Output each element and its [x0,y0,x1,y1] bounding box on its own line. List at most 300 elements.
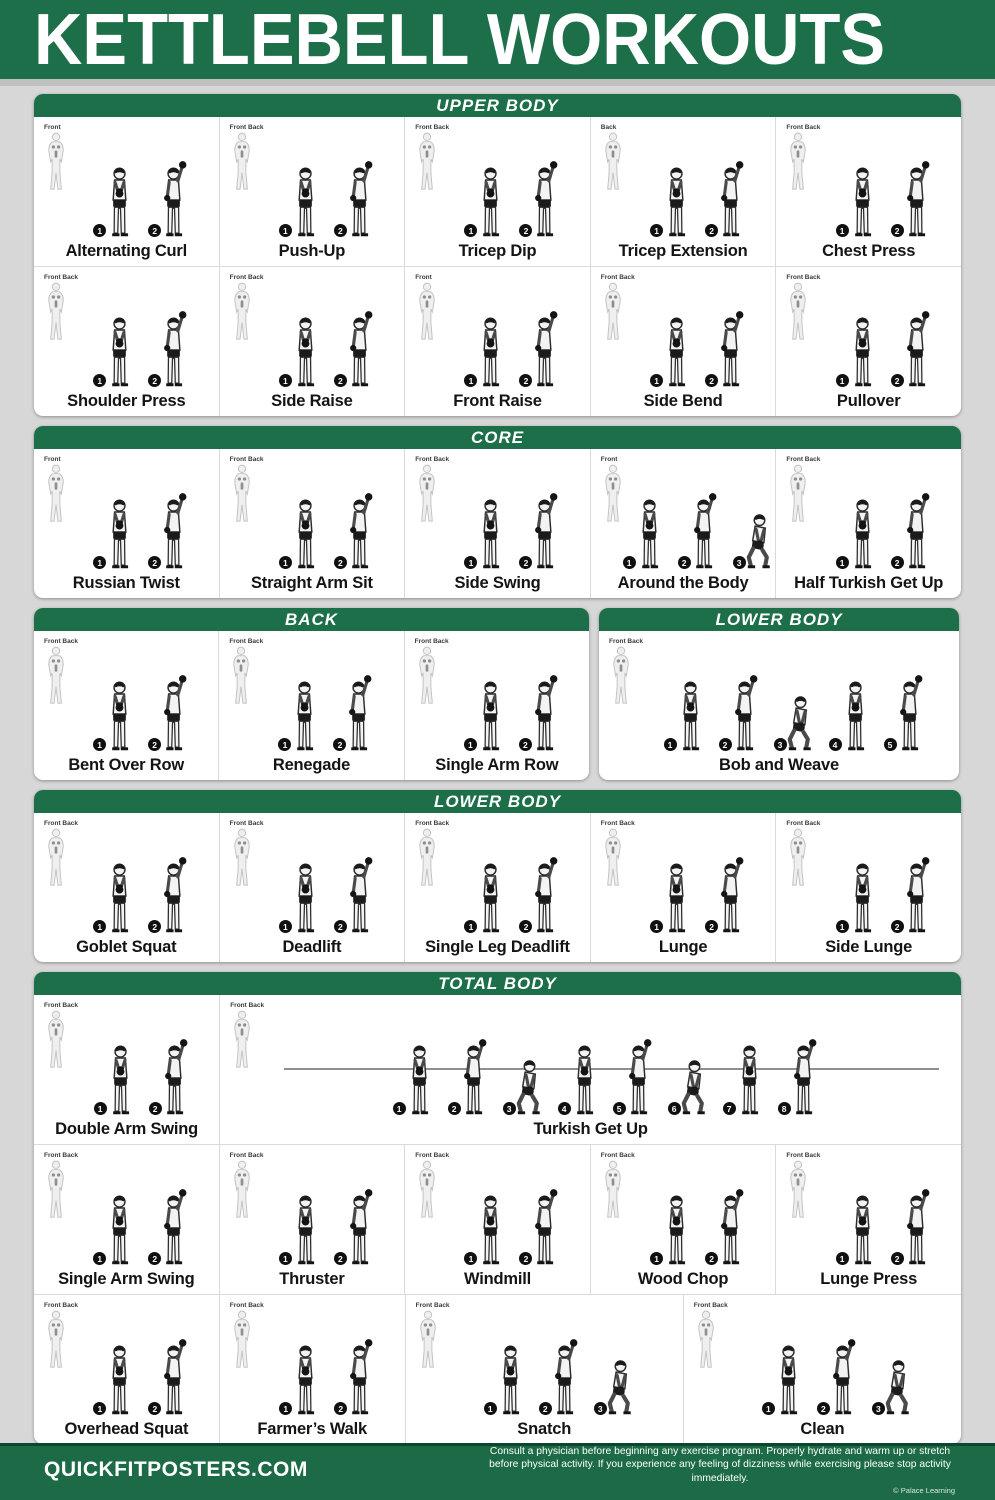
step-badge: 5 [613,1102,626,1115]
muscle-diagram [44,1152,84,1222]
step-badge: 1 [464,556,477,569]
person-icon [340,672,379,754]
exercise-cell [775,449,961,598]
step-badge: 2 [334,224,347,237]
figure [523,1186,565,1268]
exercise-cell [405,1295,683,1444]
step-badge: 7 [723,1102,736,1115]
step-badge: 2 [334,556,347,569]
muscle-diagram-label: Front [44,456,61,463]
exercise-cell [34,117,219,266]
exercise-figures [270,1305,397,1418]
step-badge: 2 [705,920,718,933]
person-icon [100,1336,139,1418]
muscle-diagram-label: Front Back [44,1152,78,1159]
exercise-figures [641,277,768,390]
step-badge: 1 [650,920,663,933]
poster-content [0,86,995,1444]
figure [709,1186,751,1268]
figure [338,1186,380,1268]
step-badge: 1 [464,1252,477,1265]
muscle-body-icon [786,282,810,344]
muscle-body-icon [601,828,625,890]
step-badge: 1 [279,1252,292,1265]
figure [97,1186,139,1268]
muscle-diagram-label: Front Back [44,1302,78,1309]
step-badge: 2 [519,1252,532,1265]
muscle-diagram-label: Front Back [229,820,264,827]
person-icon [100,672,139,754]
exercise-name: Around the Body [617,574,749,592]
muscle-body-icon [415,646,439,708]
muscle-diagram [44,820,84,890]
muscle-body-icon [415,464,439,526]
muscle-diagram-label: Front Back [229,274,264,281]
figure [283,854,325,936]
poster-title-band [0,0,995,86]
step-badge: 1 [650,224,663,237]
exercise-cell [219,1295,405,1444]
exercise-row [34,449,961,598]
step-badge: 2 [148,556,161,569]
poster-title: KETTLEBELL WORKOUTS [34,0,886,80]
step-badge: 1 [279,1402,292,1415]
exercise-row [34,813,961,962]
figure [839,158,882,240]
section-header-label: UPPER BODY [436,95,559,115]
figure [467,672,510,754]
figure [97,1036,140,1118]
section-header-label: LOWER BODY [715,609,843,629]
person-icon [155,1186,194,1268]
figure [597,1336,640,1418]
step-badge: 2 [148,1252,161,1265]
section-lower-body [34,790,961,962]
back-lowerbody-row [34,608,961,790]
exercise-figures [826,277,953,390]
exercise-name: Front Raise [453,392,542,410]
muscle-body-icon [44,1160,68,1222]
muscle-diagram [230,1152,270,1222]
exercise-figures [270,1005,953,1118]
step-badge: 1 [93,1252,106,1265]
person-icon [155,854,194,936]
figure [152,158,194,240]
step-badge: 1 [464,920,477,933]
muscle-diagram [601,124,641,194]
exercise-cell [404,267,590,416]
muscle-diagram-label: Front Back [786,1152,821,1159]
exercise-cell [775,1145,961,1294]
figure [894,308,937,390]
figure [97,1336,139,1418]
person-icon [155,490,194,572]
section-total-body [34,972,961,1444]
step-badge: 1 [464,224,477,237]
person-icon [100,490,139,572]
figure [337,672,379,754]
exercise-name: Straight Arm Sit [250,574,373,592]
muscle-diagram-label: Front Back [229,456,264,463]
exercise-figures [455,823,582,936]
step-badge: 2 [334,374,347,387]
muscle-diagram-label: Front Back [229,638,264,645]
figure [152,490,194,572]
muscle-body-icon [230,1310,254,1372]
muscle-body-icon [415,1160,439,1222]
figure [832,672,875,754]
step-badge: 2 [817,1402,830,1415]
figure [766,1336,808,1418]
exercise-cell [404,813,590,962]
muscle-diagram [415,638,455,708]
exercise-figures [626,459,768,572]
figure [654,158,696,240]
step-badge: 1 [93,224,106,237]
exercise-figures [84,641,210,754]
muscle-diagram-label: Front Back [229,124,264,131]
section-header-label: TOTAL BODY [438,973,557,993]
muscle-body-icon [609,646,633,708]
step-badge: 4 [558,1102,571,1115]
person-icon [526,308,565,390]
step-badge: 2 [705,1252,718,1265]
step-badge: 1 [836,224,849,237]
muscle-body-icon [229,646,253,708]
section-header [34,608,589,631]
step-badge: 1 [623,556,636,569]
exercise-figures [270,277,397,390]
section-lower-body-side [599,608,959,780]
figure [626,490,669,572]
muscle-diagram-label: Front Back [693,1302,728,1309]
figure [654,854,696,936]
exercise-name: Single Arm Row [435,756,559,774]
step-badge: 2 [148,374,161,387]
figure [152,854,194,936]
person-icon [471,490,510,572]
muscle-diagram [601,820,641,890]
step-badge: 4 [829,738,842,751]
exercise-row [34,631,589,780]
figure [709,854,751,936]
figure [338,1336,380,1418]
muscle-diagram-label: Front Back [415,456,450,463]
figure [777,672,820,754]
muscle-body-icon [44,1010,68,1072]
muscle-diagram [786,456,826,526]
step-badge: 2 [719,738,732,751]
exercise-figures [826,127,953,240]
exercise-name: Lunge [658,938,708,956]
exercise-name: Windmill [463,1270,531,1288]
figure [468,308,510,390]
step-badge: 1 [94,1102,107,1115]
figure [506,1036,549,1118]
exercise-name: Wood Chop [637,1270,729,1288]
step-badge: 3 [503,1102,516,1115]
exercise-figures [269,641,395,754]
exercise-figures [826,823,953,936]
figure [338,158,380,240]
exercise-cell [683,1295,961,1444]
exercise-figures [84,1155,211,1268]
person-icon [471,308,510,390]
footer-legal [485,1445,955,1496]
muscle-diagram-label: Front Back [415,820,450,827]
person-icon [712,158,751,240]
figure [821,1336,863,1418]
exercise-name: Side Lunge [825,938,913,956]
exercise-figures [641,1155,768,1268]
figure [654,308,696,390]
muscle-body-icon [230,132,254,194]
figure [283,490,325,572]
person-icon [100,158,139,240]
muscle-diagram [601,1152,641,1222]
exercise-name: Overhead Squat [64,1420,189,1438]
exercise-cell [34,631,218,780]
exercise-cell [404,631,589,780]
exercise-cell [775,117,961,266]
person-icon [712,308,751,390]
muscle-diagram [44,638,84,708]
figure [283,158,325,240]
figure [722,672,765,754]
step-badge: 2 [705,374,718,387]
figure [894,1186,937,1268]
exercise-name: Farmer’s Walk [257,1420,367,1438]
muscle-diagram-label: Front Back [786,124,821,131]
person-icon [712,1186,751,1268]
muscle-diagram [694,1302,734,1372]
muscle-diagram [230,820,270,890]
exercise-cell [590,267,776,416]
figure [709,308,751,390]
step-badge: 2 [891,224,904,237]
figure [523,854,565,936]
step-badge: 2 [148,1402,161,1415]
footer [0,1443,995,1500]
muscle-body-icon [601,282,625,344]
muscle-diagram-label: Front Back [415,1302,450,1309]
muscle-diagram [230,274,270,344]
muscle-body-icon [415,132,439,194]
muscle-body-icon [230,828,254,890]
figure [282,672,324,754]
section-header-label: BACK [284,609,339,629]
muscle-body-icon [786,1160,810,1222]
muscle-diagram-label: Front Back [609,638,643,645]
step-badge: 1 [278,738,291,751]
figure [709,158,751,240]
exercise-name: Shoulder Press [67,392,186,410]
muscle-body-icon [415,282,439,344]
figure [671,1036,714,1118]
exercise-name: Snatch [517,1420,572,1438]
exercise-row [34,117,961,266]
figure [97,672,139,754]
exercise-name: Side Bend [643,392,723,410]
step-badge: 3 [594,1402,607,1415]
step-badge: 1 [464,374,477,387]
person-icon [526,490,565,572]
figure [338,490,380,572]
muscle-diagram [786,124,826,194]
step-badge: 2 [678,556,691,569]
muscle-body-icon [44,464,68,526]
step-badge: 6 [668,1102,681,1115]
exercise-cell [590,449,776,598]
muscle-body-icon [416,1310,440,1372]
exercise-name: Alternating Curl [65,242,188,260]
muscle-diagram-label: Front Back [786,456,821,463]
muscle-diagram [786,1152,826,1222]
step-badge: 2 [519,738,532,751]
exercise-cell [34,449,219,598]
step-badge: 1 [650,1252,663,1265]
exercise-figures [641,127,768,240]
step-badge: 2 [891,374,904,387]
figure [839,308,882,390]
exercise-figures [649,641,951,754]
person-icon [526,1186,565,1268]
step-badge: 2 [334,920,347,933]
person-icon [100,1186,139,1268]
person-icon [712,854,751,936]
exercise-cell [34,813,219,962]
person-icon [657,158,696,240]
step-badge: 2 [519,920,532,933]
step-badge: 1 [762,1402,775,1415]
exercise-name: Russian Twist [72,574,180,592]
person-icon [471,158,510,240]
muscle-diagram [786,274,826,344]
figure [396,1036,439,1118]
figure [338,854,380,936]
step-badge: 3 [872,1402,885,1415]
person-icon [657,308,696,390]
muscle-body-icon [601,132,625,194]
muscle-diagram [415,820,455,890]
exercise-figures [84,127,211,240]
person-icon [155,672,194,754]
exercise-cell [775,267,961,416]
step-badge: 1 [279,556,292,569]
section-header-label: LOWER BODY [433,791,562,811]
figure [736,490,776,572]
figure [681,490,724,572]
muscle-body-icon [601,1160,625,1222]
exercise-name: Chest Press [822,242,916,260]
section-core [34,426,961,598]
section-header [34,426,961,449]
step-badge: 1 [93,920,106,933]
exercise-name: Single Leg Deadlift [425,938,570,956]
figure [781,1036,824,1118]
muscle-body-icon [415,828,439,890]
exercise-name: Tricep Extension [618,242,748,260]
step-badge: 1 [279,920,292,933]
muscle-diagram [44,456,84,526]
muscle-diagram [230,1002,270,1072]
exercise-cell [599,631,959,780]
step-badge: 1 [279,224,292,237]
exercise-name: Bent Over Row [68,756,184,774]
person-icon [526,158,565,240]
figure [97,490,139,572]
step-badge: 5 [884,738,897,751]
muscle-diagram [415,1152,455,1222]
figure [468,1186,510,1268]
exercise-figures [84,823,211,936]
muscle-diagram-label: Front [44,124,61,131]
figure [97,854,139,936]
figure [522,672,565,754]
figure [468,854,510,936]
exercise-figures [270,1155,397,1268]
exercise-name: Side Raise [271,392,353,410]
exercise-cell [34,1145,219,1294]
exercise-figures [455,459,582,572]
step-badge: 2 [149,1102,162,1115]
muscle-body-icon [694,1310,718,1372]
exercise-figures [455,1155,582,1268]
figure [152,1036,195,1118]
step-badge: 2 [891,920,904,933]
muscle-body-icon [601,464,625,526]
muscle-diagram [601,274,641,344]
exercise-row [599,631,959,780]
step-badge: 2 [705,224,718,237]
muscle-body-icon [230,464,254,526]
figure [523,490,565,572]
exercise-figures [641,823,768,936]
muscle-diagram-label: Back [600,124,617,131]
exercise-cell [404,449,590,598]
exercise-figures [456,1305,675,1418]
muscle-body-icon [230,1160,254,1222]
muscle-diagram-label: Front Back [786,820,821,827]
site-url: QUICKFITPOSTERS.COM [44,1458,308,1481]
figure [468,490,510,572]
muscle-body-icon [786,464,810,526]
figure [894,490,937,572]
exercise-figures [826,1155,953,1268]
muscle-body-icon [44,828,68,890]
step-badge: 1 [393,1102,406,1115]
step-badge: 2 [148,224,161,237]
exercise-name: Pullover [836,392,901,410]
exercise-cell [590,813,776,962]
exercise-figures [270,127,397,240]
exercise-row [34,995,961,1144]
muscle-diagram-label: Front Back [229,1152,264,1159]
muscle-body-icon [44,282,68,344]
section-header [34,972,961,995]
muscle-diagram [416,1302,456,1372]
step-badge: 1 [836,1252,849,1265]
exercise-name: Bob and Weave [719,756,839,774]
muscle-diagram-label: Front Back [415,124,450,131]
muscle-body-icon [786,828,810,890]
section-header [599,608,959,631]
muscle-diagram [230,124,270,194]
muscle-body-icon [230,282,254,344]
section-upper-body [34,94,961,416]
muscle-diagram-label: Front Back [44,1002,78,1009]
step-badge: 2 [448,1102,461,1115]
